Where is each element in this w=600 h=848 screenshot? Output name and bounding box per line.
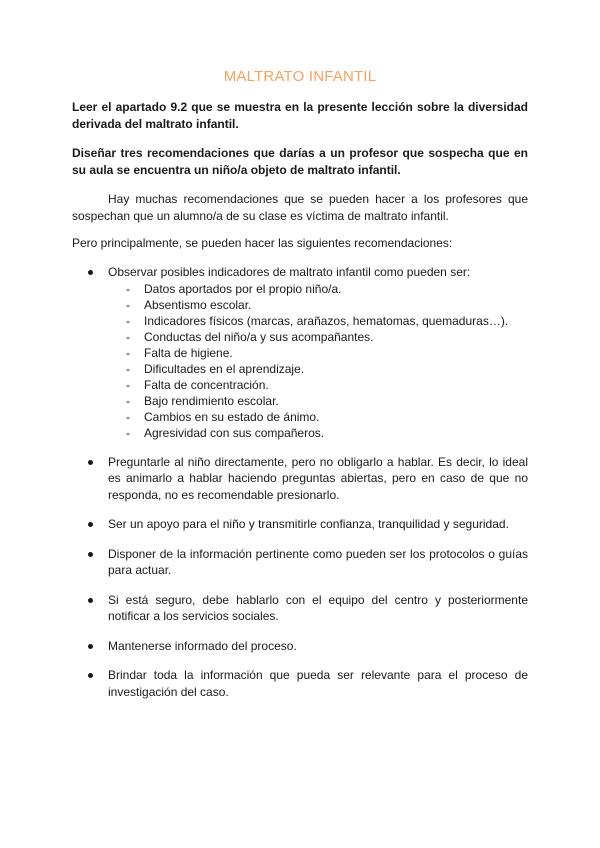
- dash-icon: -: [126, 329, 130, 344]
- sublist-item: - Cambios en su estado de ánimo.: [126, 409, 320, 424]
- list-item: [72, 264, 528, 441]
- sublist-item: - Dificultades en el aprendizaje.: [126, 361, 305, 376]
- indicators-sublist: [108, 281, 528, 441]
- bullet-icon: [88, 673, 93, 678]
- intro-paragraph: Hay muchas recomendaciones que se pueden hacer a los profesores que sospechan que un alumno/a de su clase es víctima de maltrato infantil.: [72, 192, 528, 223]
- list-item-text: Ser un apoyo para el niño y transmitirle confianza, tranquilidad y seguridad.: [108, 517, 509, 531]
- sublist-item: - Conductas del niño/a y sus acompañantes.: [126, 329, 374, 344]
- dash-icon: -: [126, 297, 130, 312]
- dash-icon: -: [126, 361, 130, 376]
- lead-paragraph: Pero principalmente, se pueden hacer las siguientes recomendaciones:: [72, 236, 453, 250]
- dash-icon: -: [126, 281, 130, 296]
- list-item: [72, 592, 528, 625]
- sublist-item: - Falta de concentración.: [126, 377, 269, 392]
- list-item-text: Disponer de la información pertinente como pueden ser los protocolos o guías para actuar.: [108, 546, 528, 577]
- instruction-design: Diseñar tres recomendaciones que darías a un profesor que sospecha que en su aula se encuentra un niño/a objeto de maltrato infantil.: [72, 146, 528, 177]
- list-item: [72, 516, 528, 533]
- bullet-icon: [88, 522, 93, 527]
- dash-icon: -: [126, 425, 130, 440]
- bullet-icon: [88, 552, 93, 557]
- dash-icon: -: [126, 409, 130, 424]
- instruction-read: Leer el apartado 9.2 que se muestra en la presente lección sobre la diversidad derivada del maltrato infantil.: [72, 100, 528, 131]
- sublist-item: - Falta de higiene.: [126, 345, 233, 360]
- sublist-item: - Indicadores físicos (marcas, arañazos, hematomas, quemaduras…).: [126, 313, 509, 328]
- list-item: [72, 667, 528, 700]
- list-item-text: Brindar toda la información que pueda ser relevante para el proceso de investigación del caso.: [108, 668, 528, 699]
- list-item-text: Preguntarle al niño directamente, pero no obligarlo a hablar. Es decir, lo ideal es animarlo a hablar haciendo preguntas abiertas, pero en caso de que no responda, no es recomendable presionarlo.: [108, 454, 528, 502]
- bullet-icon: [88, 270, 93, 275]
- dash-icon: -: [126, 377, 130, 392]
- dash-icon: -: [126, 345, 130, 360]
- dash-icon: -: [126, 313, 130, 328]
- dash-icon: -: [126, 393, 130, 408]
- sublist-item: - Agresividad con sus compañeros.: [126, 425, 325, 440]
- list-item: [72, 546, 528, 579]
- list-item-text: Mantenerse informado del proceso.: [108, 638, 297, 653]
- recommendations-list: [72, 264, 528, 700]
- list-item-text: Si está seguro, debe hablarlo con el equipo del centro y posteriormente notificar a los servicios sociales.: [108, 592, 528, 623]
- bullet-icon: [88, 460, 93, 465]
- sublist-item: - Bajo rendimiento escolar.: [126, 393, 279, 408]
- document-title: MALTRATO INFANTIL: [223, 68, 377, 85]
- list-item: [72, 638, 528, 655]
- sublist-item: - Datos aportados por el propio niño/a.: [126, 281, 342, 296]
- list-item-text: Observar posibles indicadores de maltrato infantil como pueden ser:: [108, 265, 471, 279]
- bullet-icon: [88, 598, 93, 603]
- sublist-item: - Absentismo escolar.: [126, 297, 252, 312]
- bullet-icon: [88, 644, 93, 649]
- list-item: [72, 454, 528, 504]
